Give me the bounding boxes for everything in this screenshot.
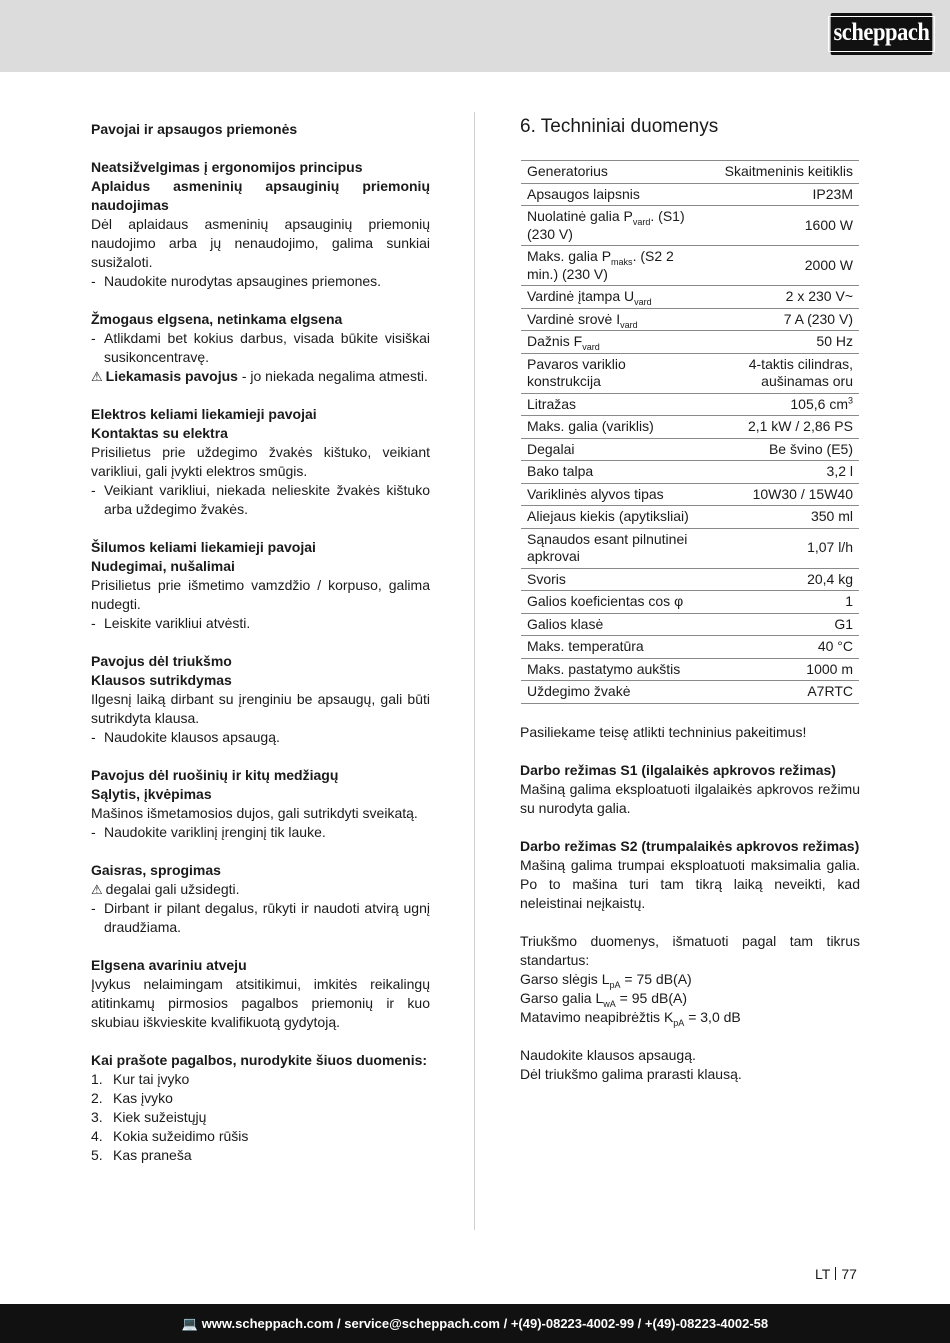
- safety-section: [91, 120, 430, 1070]
- page-num: 77: [841, 1266, 857, 1282]
- page-lang: LT: [815, 1266, 831, 1282]
- block-heading: Nudegimai, nušalimai: [91, 558, 235, 574]
- noise-data: [520, 932, 860, 1027]
- spec-value: Be švino (E5): [701, 438, 859, 461]
- page-separator: [835, 1267, 836, 1280]
- spec-row: [521, 681, 859, 704]
- spec-value: 2 x 230 V~: [701, 286, 859, 309]
- spec-label: Maks. pastatymo aukštis: [521, 658, 701, 681]
- warning-text: degalai gali užsidegti.: [105, 881, 240, 897]
- footer-contacts: www.scheppach.com / service@scheppach.com / +(49)-08223-4002-99 / +(49)-08223-4002-58: [201, 1316, 769, 1331]
- noise-line: Matavimo neapibrėžtis $K_{pA} = 3,0$ dB: [520, 1008, 741, 1028]
- spec-value: 40 °C: [701, 636, 859, 659]
- warning-label: Liekamasis pavojus: [105, 368, 238, 384]
- text-block: [91, 861, 430, 937]
- spec-row: [521, 636, 859, 659]
- spec-row: [521, 568, 859, 591]
- left-column: [91, 120, 430, 1165]
- spec-row: [521, 658, 859, 681]
- text-block: [91, 120, 430, 139]
- noise-line: Garso galia $L_{wA} = 95$ dB(A): [520, 989, 687, 1009]
- header-bar: [0, 0, 950, 72]
- hearing-note: [520, 1046, 860, 1084]
- body-text: Įvykus nelaimingam atsitikimui, imkitės reikalingų atitinkamų pirmosios pagalbos priemonių ir kuo skubiau iškvieskite kvalifikuotą gydytoją.: [91, 976, 430, 1030]
- spec-label: Maks. temperatūra: [521, 636, 701, 659]
- spec-label: Dažnis $F_{vard}$: [521, 331, 701, 354]
- spec-label: Maks. galia $P_{maks}$. (S2 2 min.) (230 V): [521, 246, 701, 286]
- spec-label: Pavaros variklio konstrukcija: [521, 353, 701, 393]
- body-text: Dėl aplaidaus asmeninių apsauginių priemonių naudojimo arba jų nenaudojimo, galima sunkiai susižaloti.: [91, 216, 430, 270]
- help-list-item: [91, 1070, 430, 1089]
- warning-icon: ⚠: [91, 882, 103, 897]
- block-heading: Elektros keliami liekamieji pavojai: [91, 406, 317, 422]
- spec-subscript: vard: [634, 296, 652, 307]
- block-heading: Kai prašote pagalbos, nurodykite šiuos duomenis:: [91, 1052, 428, 1068]
- help-list-item: [91, 1146, 430, 1165]
- body-text: Mašinos išmetamosios dujos, gali sutrikdyti sveikatą.: [91, 805, 418, 821]
- mode-s2-title: Darbo režimas S2 (trumpalaikės apkrovos režimas): [520, 837, 860, 854]
- footer-bar: [0, 1304, 950, 1343]
- bullet-item: - Veikiant varikliui, niekada nelieskite žvakės kištuko arba uždegimo žvakės.: [91, 481, 430, 519]
- changes-note: Pasiliekame teisę atlikti techninius pakeitimus!: [520, 723, 807, 740]
- text-block: [91, 652, 430, 747]
- list-text: Kokia sužeidimo rūšis: [113, 1128, 249, 1144]
- block-heading: Kontaktas su elektra: [91, 425, 228, 441]
- spec-value: 10W30 / 15W40: [701, 483, 859, 506]
- noise-subscript: pA: [673, 1017, 685, 1028]
- list-number: 4.: [91, 1128, 103, 1144]
- noise-subscript: pA: [609, 979, 621, 990]
- spec-value: 350 ml: [701, 506, 859, 529]
- list-number: 5.: [91, 1147, 103, 1163]
- spec-label: Variklinės alyvos tipas: [521, 483, 701, 506]
- block-heading: Neatsižvelgimas į ergonomijos principus: [91, 159, 363, 175]
- spec-subscript: maks: [611, 256, 633, 267]
- spec-value: IP23M: [701, 183, 859, 206]
- block-heading: Aplaidus asmeninių apsauginių priemonių naudojimas: [91, 178, 430, 213]
- spec-subscript: vard: [582, 341, 600, 352]
- text-block: [91, 766, 430, 842]
- brand-logo: scheppach: [831, 13, 933, 55]
- list-number: 1.: [91, 1071, 103, 1087]
- body-text: [91, 367, 430, 386]
- noise-line: Garso slėgis $L_{pA} = 75$ dB(A): [520, 970, 692, 990]
- list-text: Kas įvyko: [113, 1090, 173, 1106]
- spec-value: A7RTC: [701, 681, 859, 704]
- text-block: [91, 405, 430, 519]
- mode-s1: [520, 761, 860, 818]
- spec-row: [521, 613, 859, 636]
- section-title: 6. Techniniai duomenys: [520, 116, 719, 137]
- spec-label: Galios koeficientas cos φ: [521, 591, 701, 614]
- spec-value: G1: [701, 613, 859, 636]
- block-heading: Pavojus dėl ruošinių ir kitų medžiagų: [91, 767, 339, 783]
- warning-icon: ⚠: [91, 369, 103, 384]
- noise-intro: Triukšmo duomenys, išmatuoti pagal tam tikrus standartus:: [520, 932, 860, 968]
- spec-value: 2000 W: [701, 246, 859, 286]
- help-list-item: [91, 1089, 430, 1108]
- spec-label: Apsaugos laipsnis: [521, 183, 701, 206]
- spec-table: [521, 160, 859, 704]
- spec-row: [521, 206, 859, 246]
- block-heading: Šilumos keliami liekamieji pavojai: [91, 539, 316, 555]
- spec-row: [521, 246, 859, 286]
- column-divider: [474, 112, 475, 1230]
- text-block: [91, 538, 430, 633]
- spec-value: 4-taktis cilindras, aušinamas oru: [701, 353, 859, 393]
- spec-label: Svoris: [521, 568, 701, 591]
- spec-value: 105,6 $cm^3$: [701, 393, 859, 416]
- spec-row: [521, 438, 859, 461]
- bullet-item: - Dirbant ir pilant degalus, rūkyti ir naudoti atvirą ugnį draudžiama.: [91, 899, 430, 937]
- laptop-icon: 💻: [181, 1316, 199, 1331]
- spec-value: 1,07 l/h: [701, 528, 859, 568]
- help-list-item: [91, 1108, 430, 1127]
- body-text: Prisilietus prie išmetimo vamzdžio / korpuso, galima nudegti.: [91, 577, 430, 612]
- spec-row: [521, 528, 859, 568]
- spec-value: 1000 m: [701, 658, 859, 681]
- list-number: 2.: [91, 1090, 103, 1106]
- mode-s1-title: Darbo režimas S1 (ilgalaikės apkrovos režimas): [520, 761, 836, 778]
- block-heading: Elgsena avariniu atveju: [91, 957, 247, 973]
- spec-row: [521, 506, 859, 529]
- spec-label: Degalai: [521, 438, 701, 461]
- spec-label: Bako talpa: [521, 461, 701, 484]
- mode-s2-text: Mašiną galima trumpai eksploatuoti maksimalia galia. Po to mašina turi tam tikrą laiką neveikti, kad neleistinai neįkaistų.: [520, 856, 860, 911]
- spec-label: Uždegimo žvakė: [521, 681, 701, 704]
- spec-superscript: 3: [847, 394, 853, 405]
- help-list: [91, 1070, 430, 1165]
- block-heading: Pavojus dėl triukšmo: [91, 653, 232, 669]
- text-block: [91, 1051, 430, 1070]
- list-number: 3.: [91, 1109, 103, 1125]
- spec-row: [521, 183, 859, 206]
- spec-value: 1600 W: [701, 206, 859, 246]
- spec-row: [521, 286, 859, 309]
- spec-value: 50 Hz: [701, 331, 859, 354]
- hearing-line-1: Naudokite klausos apsaugą.: [520, 1046, 696, 1063]
- spec-row: [521, 416, 859, 439]
- text-block: [91, 158, 430, 291]
- spec-row: [521, 591, 859, 614]
- spec-value: Skaitmeninis keitiklis: [701, 161, 859, 184]
- mode-s2: [520, 837, 860, 913]
- spec-row: [521, 393, 859, 416]
- spec-label: Sąnaudos esant pilnutinei apkrovai: [521, 528, 701, 568]
- spec-value: 1: [701, 591, 859, 614]
- noise-lines: [520, 970, 860, 1027]
- block-heading: Pavojai ir apsaugos priemonės: [91, 121, 298, 137]
- spec-label: Nuolatinė galia $P_{vard}$. (S1) (230 V): [521, 206, 701, 246]
- hearing-line-2: Dėl triukšmo galima prarasti klausą.: [520, 1065, 742, 1082]
- spec-label: Vardinė įtampa $U_{vard}$: [521, 286, 701, 309]
- bullet-item: - Naudokite variklinį įrenginį tik lauke.: [91, 823, 430, 842]
- spec-label: Galios klasė: [521, 613, 701, 636]
- bullet-item: - Atlikdami bet kokius darbus, visada būkite visiškai susikoncentravę.: [91, 329, 430, 367]
- bullet-item: - Leiskite varikliui atvėsti.: [91, 614, 430, 633]
- spec-row: [521, 353, 859, 393]
- list-text: Kas praneša: [113, 1147, 192, 1163]
- block-heading: Gaisras, sprogimas: [91, 862, 221, 878]
- block-heading: Sąlytis, įkvėpimas: [91, 786, 212, 802]
- list-text: Kur tai įvyko: [113, 1071, 190, 1087]
- spec-row: [521, 461, 859, 484]
- body-text: Prisilietus prie uždegimo žvakės kištuko, veikiant varikliui, gali įvykti elektros smūgis.: [91, 444, 430, 479]
- spec-value: 2,1 kW / 2,86 PS: [701, 416, 859, 439]
- warning-text: - jo niekada negalima atmesti.: [237, 368, 428, 384]
- help-list-item: [91, 1127, 430, 1146]
- spec-row: [521, 161, 859, 184]
- list-text: Kiek sužeistųjų: [113, 1109, 207, 1125]
- spec-label: Aliejaus kiekis (apytiksliai): [521, 506, 701, 529]
- bullet-item: - Naudokite klausos apsaugą.: [91, 728, 430, 747]
- spec-value: 3,2 l: [701, 461, 859, 484]
- bullet-item: - Naudokite nurodytas apsaugines priemones.: [91, 272, 430, 291]
- mode-s1-text: Mašiną galima eksploatuoti ilgalaikės apkrovos režimu su nurodyta galia.: [520, 780, 860, 816]
- spec-row: [521, 308, 859, 331]
- body-text: Ilgesnį laiką dirbant su įrenginiu be apsaugų, gali būti sutrikdyta klausa.: [91, 691, 430, 726]
- block-heading: Klausos sutrikdymas: [91, 672, 232, 688]
- block-heading: Žmogaus elgsena, netinkama elgsena: [91, 311, 343, 327]
- spec-subscript: vard: [632, 216, 651, 227]
- spec-label: Litražas: [521, 393, 701, 416]
- right-column: [520, 114, 860, 1084]
- text-block: [91, 956, 430, 1032]
- spec-row: [521, 483, 859, 506]
- page-number: [815, 1265, 857, 1284]
- spec-row: [521, 331, 859, 354]
- spec-value: 20,4 kg: [701, 568, 859, 591]
- text-block: [91, 310, 430, 386]
- spec-subscript: vard: [620, 319, 638, 330]
- spec-label: Vardinė srovė $I_{vard}$: [521, 308, 701, 331]
- spec-label: Generatorius: [521, 161, 701, 184]
- spec-value: 7 A (230 V): [701, 308, 859, 331]
- body-text: [91, 880, 430, 899]
- noise-subscript: wA: [603, 998, 616, 1009]
- spec-label: Maks. galia (variklis): [521, 416, 701, 439]
